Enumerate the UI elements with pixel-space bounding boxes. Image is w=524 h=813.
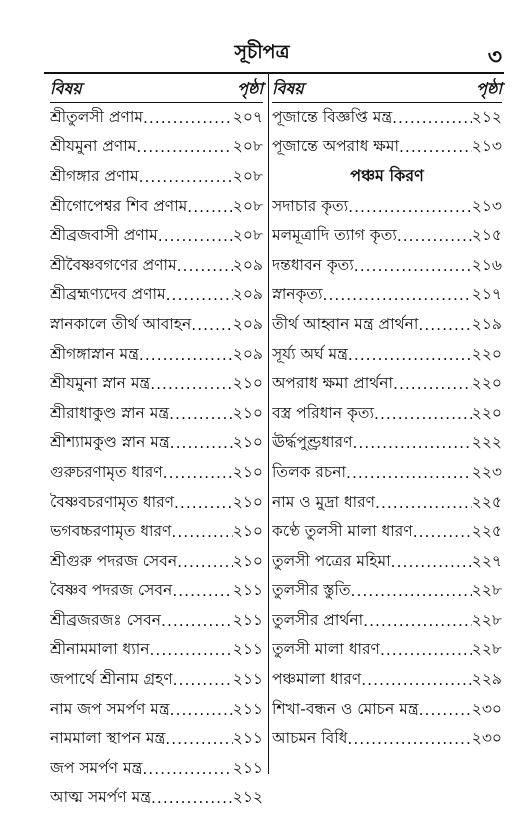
page-title: সূচীপত্র [234,41,290,63]
entry-page-number: ২১১ [232,729,263,748]
dot-leader [172,582,232,600]
entry-page-number: ২১০ [232,522,263,541]
entry-title: শ্রীযমুনা প্রণাম [50,137,137,156]
entry-title: তীর্থ আহ্বান মন্ত্র প্রার্থনা [272,314,419,333]
page-number: ৩ [487,45,502,70]
entry-title: অপরাধ ক্ষমা প্রার্থনা [272,374,394,393]
entry-title: শ্রীতুলসী প্রণাম [50,107,143,126]
entry-title: শ্রীগোপেশ্বর শিব প্রণাম [50,196,188,215]
entry-title: শ্রীব্রজবাসী প্রণাম [50,226,158,245]
entry-page-number: ২১১ [232,640,263,659]
toc-entry[interactable] [272,517,502,547]
entry-page-number: ২২২ [471,433,502,452]
entry-page-number: ২২৮ [471,610,502,629]
entry-title: মলমূত্রাদি ত্যাগ কৃত্য [272,226,397,245]
entry-title: বৈষ্ণবচরণামৃত ধারণ [50,492,174,511]
page-heading: পৃষ্ঠা [476,78,502,98]
dot-leader [161,612,233,630]
entry-page-number: ২২০ [471,403,502,422]
dot-leader [323,286,472,304]
entry-page-number: ২১৬ [471,255,502,274]
entry-page-number: ২১০ [232,433,263,452]
dot-leader [166,286,233,304]
entry-page-number: ২৩০ [471,699,502,718]
toc-entry[interactable] [50,221,263,251]
toc-entry[interactable] [272,606,502,636]
dot-leader [363,612,472,630]
dot-leader [418,316,471,334]
toc-entry[interactable] [50,429,263,459]
dot-leader [393,375,472,393]
subject-heading: বিষয় [272,78,304,98]
toc-entry[interactable] [50,695,263,725]
entry-title: শ্রীব্রজরজঃ সেবন [50,610,162,629]
toc-entry[interactable] [272,369,502,399]
dot-leader [170,701,233,719]
entry-title: শ্রীগঙ্গার প্রণাম [50,166,139,185]
entry-title: তুলসীর স্তুতি [272,581,351,600]
toc-entry[interactable] [50,399,263,429]
entry-title: পঞ্চমালা ধারণ [272,670,362,689]
entry-title: নাম জপ সমর্পণ মন্ত্র [50,699,170,718]
entry-title: শ্রীরাধাকুণ্ড স্নান মন্ত্র [50,403,170,422]
toc-entry[interactable] [50,133,263,163]
entry-page-number: ২২৩ [471,462,502,481]
toc-entry[interactable] [50,724,263,754]
entry-title: শ্রীগঙ্গাস্নান মন্ত্র [50,344,139,363]
toc-entry[interactable] [50,784,263,813]
entry-page-number: ২২৫ [471,492,502,511]
entry-title: কণ্ঠে তুলসী মালা ধারণ [272,522,413,541]
toc-entry[interactable] [50,281,263,311]
dot-leader [177,257,233,275]
dot-leader [158,227,233,245]
entry-page-number: ২১০ [232,551,263,570]
entry-page-number: ২০৮ [232,166,263,185]
toc-entry[interactable] [50,162,263,192]
toc-entry[interactable] [272,251,502,281]
entry-title: শ্রীনামমালা ধ্যান [50,640,150,659]
entry-title: ঊর্দ্ধপুণ্ড্রধারণ [272,433,353,452]
dot-leader [354,257,472,275]
entry-page-number: ২১৭ [471,285,502,304]
toc-entry[interactable] [50,458,263,488]
entry-page-number: ২১৫ [471,226,502,245]
toc-entry[interactable] [272,133,502,163]
toc-entry[interactable] [272,310,502,340]
dot-leader [173,671,233,689]
entry-title: শ্রীগুরু পদরজ সেবন [50,551,178,570]
toc-entry[interactable] [272,399,502,429]
entry-page-number: ২১১ [232,699,263,718]
entry-page-number: ২০৮ [232,196,263,215]
toc-entry[interactable] [272,221,502,251]
toc-column-left [50,76,263,813]
entry-title: পূজান্তে অপরাধ ক্ষমা [272,137,399,156]
toc-entry[interactable] [50,103,263,133]
entry-page-number: ২০৯ [232,285,263,304]
dot-leader [142,760,232,778]
toc-entry[interactable] [50,577,263,607]
toc-entry[interactable] [272,429,502,459]
dot-leader [380,641,472,659]
entry-page-number: ২০৯ [232,344,263,363]
entry-title: শ্রীব্রহ্মণ্যদেব প্রণাম [50,285,166,304]
toc-entry[interactable] [50,754,263,784]
toc-entry[interactable] [272,458,502,488]
toc-entry[interactable] [50,310,263,340]
entry-page-number: ২১০ [232,403,263,422]
dot-leader [169,405,233,423]
entry-page-number: ২২০ [471,374,502,393]
entry-page-number: ২৩০ [471,729,502,748]
entry-title: বৈষ্ণব পদরজ সেবন [50,581,173,600]
entry-title: জপ সমর্পণ মন্ত্র [50,758,143,777]
dot-leader [374,405,472,423]
dot-leader [375,494,472,512]
dot-leader [165,730,233,748]
entry-title: জপার্থে শ্রীনাম গ্রহণ [50,670,173,689]
toc-entry[interactable] [272,724,502,754]
entry-title: ভগবচ্চরণামৃত ধারণ [50,522,172,541]
entry-page-number: ২২৫ [471,522,502,541]
entry-title: নাম ও মুদ্রা ধারণ [272,492,376,511]
toc-entry[interactable] [272,281,502,311]
entry-page-number: ২১১ [232,758,263,777]
dot-leader [352,434,471,452]
toc-entry[interactable] [50,517,263,547]
column-header [50,76,263,103]
toc-entry[interactable] [272,340,502,370]
toc-entry[interactable] [50,665,263,695]
toc-entry[interactable] [272,547,502,577]
toc-entry[interactable] [272,665,502,695]
dot-leader [391,553,472,571]
toc-entry[interactable] [50,192,263,222]
dot-leader [143,109,233,127]
entry-title: শিখা-বন্ধন ও মোচন মন্ত্র [272,699,419,718]
entry-page-number: ২১২ [232,788,263,807]
page-header [0,0,524,70]
entry-page-number: ২০৭ [232,107,263,126]
entry-title: তুলসী মালা ধারণ [272,640,380,659]
entry-title: শ্রীশ্যামকুণ্ড স্নান মন্ত্র [50,433,170,452]
toc-entry[interactable] [50,340,263,370]
toc-rows [50,103,263,813]
dot-leader [361,671,472,689]
dot-leader [139,346,233,364]
entry-title: আত্ম সমর্পণ মন্ত্র [50,788,151,807]
dot-leader [397,227,472,245]
entry-page-number: ২২৮ [471,640,502,659]
dot-leader [348,198,472,216]
entry-page-number: ২১২ [471,107,502,126]
toc-entry[interactable] [272,695,502,725]
column-header [272,76,502,103]
subject-heading: বিষয় [50,78,82,98]
toc-column-right [272,76,502,754]
toc-entry[interactable] [50,369,263,399]
entry-title: স্নানকৃত্য [272,285,323,304]
dot-leader [351,582,472,600]
dot-leader [177,553,233,571]
entry-page-number: ২১০ [232,492,263,511]
dot-leader [413,523,472,541]
dot-leader [150,375,233,393]
entry-page-number: ২২০ [471,344,502,363]
entry-title: সূর্য্য অর্ঘ মন্ত্র [272,344,348,363]
entry-title: পূজান্তে বিজ্ঞপ্তি মন্ত্র [272,107,393,126]
entry-page-number: ২১১ [232,670,263,689]
dot-leader [392,109,472,127]
page-heading: পৃষ্ঠা [237,78,263,98]
entry-page-number: ২১১ [232,610,263,629]
entry-page-number: ২১০ [232,374,263,393]
dot-leader [151,789,233,807]
dot-leader [191,316,233,334]
entry-title: গুরুচরণামৃত ধারণ [50,462,163,481]
entry-page-number: ২২৮ [471,581,502,600]
dot-leader [346,464,472,482]
entry-title: দন্তধাবন কৃত্য [272,255,354,274]
toc-entry[interactable] [50,636,263,666]
toc-entry[interactable] [50,488,263,518]
toc-entry[interactable] [272,192,502,222]
entry-title: শ্রীবৈষ্ণবগণের প্রণাম [50,255,177,274]
entry-page-number: ২০৯ [232,255,263,274]
dot-leader [170,434,233,452]
column-divider [268,72,269,774]
toc-entry[interactable] [272,577,502,607]
entry-page-number: ২০৯ [232,314,263,333]
toc-entry[interactable] [272,636,502,666]
entry-page-number: ২০৮ [232,226,263,245]
entry-title: স্নানকালে তীর্থ আবাহন [50,314,192,333]
dot-leader [163,464,233,482]
toc-entry[interactable] [272,103,502,133]
section-heading: পঞ্চম কিরণ [350,166,424,186]
entry-title: তিলক রচনা [272,462,347,481]
header-rule [44,72,504,74]
toc-entry[interactable] [272,488,502,518]
dot-leader [136,138,232,156]
toc-rows [272,103,502,754]
entry-page-number: ২২৯ [471,670,502,689]
dot-leader [348,346,472,364]
entry-title: সদাচার কৃত্য [272,196,349,215]
dot-leader [347,730,471,748]
toc-entry[interactable] [50,251,263,281]
dot-leader [419,701,472,719]
entry-title: নামমালা স্থাপন মন্ত্র [50,729,166,748]
dot-leader [174,494,233,512]
dot-leader [171,523,232,541]
entry-page-number: ২১১ [232,581,263,600]
dot-leader [149,641,232,659]
entry-title: বস্ত্র পরিধান কৃত্য [272,403,375,422]
entry-page-number: ২২৭ [471,551,502,570]
entry-page-number: ২১৩ [471,196,502,215]
entry-title: আচমন বিধি [272,729,348,748]
dot-leader [139,168,233,186]
entry-page-number: ২১৩ [471,137,502,156]
entry-page-number: ২১০ [232,462,263,481]
toc-entry[interactable] [50,547,263,577]
dot-leader [187,198,233,216]
entry-title: শ্রীযমুনা স্নান মন্ত্র [50,374,151,393]
entry-title: তুলসীর প্রার্থনা [272,610,364,629]
entry-page-number: ২১৯ [471,314,502,333]
dot-leader [399,138,472,156]
entry-title: তুলসী পত্রের মহিমা [272,551,391,570]
toc-entry[interactable] [50,606,263,636]
entry-page-number: ২০৮ [232,137,263,156]
